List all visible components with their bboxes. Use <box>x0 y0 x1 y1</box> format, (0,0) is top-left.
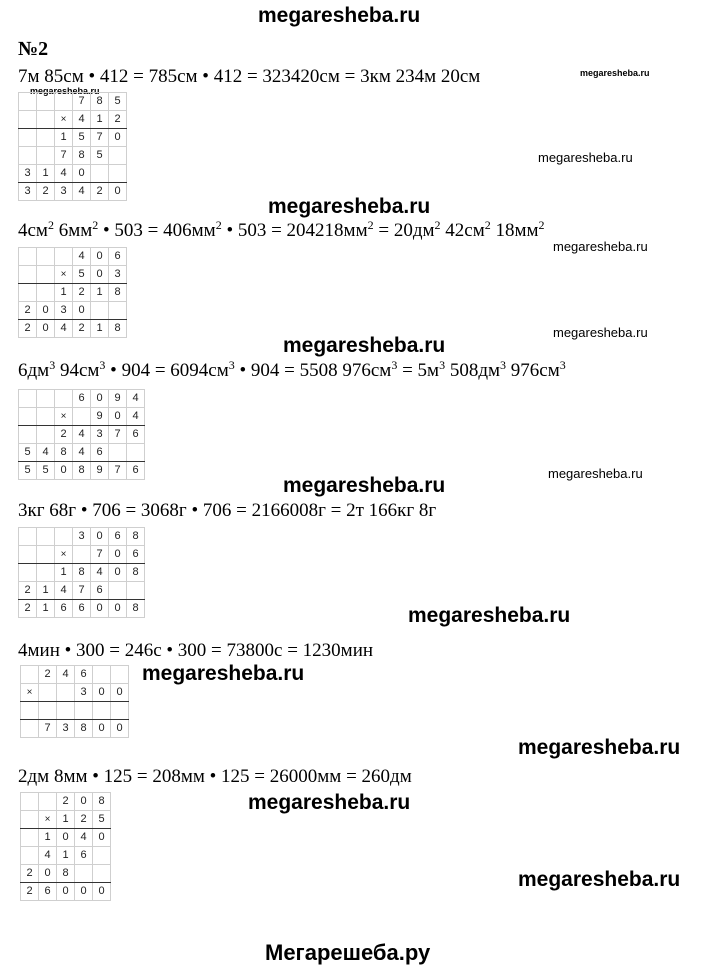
grid-row <box>21 865 111 883</box>
digit-cell <box>19 111 37 129</box>
digit-cell <box>39 793 57 811</box>
digit-cell: 0 <box>109 600 127 618</box>
digit-cell <box>19 147 37 165</box>
digit-cell: 2 <box>91 183 109 201</box>
digit-cell: 6 <box>75 666 93 684</box>
digit-cell: 3 <box>73 528 91 546</box>
digit-cell <box>109 165 127 183</box>
digit-cell: 1 <box>57 811 75 829</box>
digit-cell: 4 <box>73 183 91 201</box>
digit-cell <box>19 564 37 582</box>
grid-row <box>19 183 127 201</box>
digit-cell <box>37 528 55 546</box>
digit-cell: 6 <box>73 390 91 408</box>
digit-cell <box>21 847 39 865</box>
digit-cell: 6 <box>75 847 93 865</box>
grid-row <box>21 847 111 865</box>
digit-cell: 0 <box>93 720 111 738</box>
digit-cell: 3 <box>75 684 93 702</box>
digit-cell: 2 <box>57 793 75 811</box>
digit-cell <box>19 284 37 302</box>
equation-segment: 976см <box>506 360 560 381</box>
grid-row <box>19 444 145 462</box>
digit-cell: 6 <box>91 582 109 600</box>
exponent: 3 <box>391 358 398 372</box>
digit-cell: 0 <box>91 390 109 408</box>
exponent: 2 <box>434 218 441 232</box>
digit-cell: 1 <box>91 320 109 338</box>
exponent: 3 <box>99 358 106 372</box>
digit-cell: 4 <box>73 111 91 129</box>
digit-cell <box>75 702 93 720</box>
digit-cell <box>37 408 55 426</box>
equation-segment: • 503 = 406мм <box>98 220 216 241</box>
equation-segment: • 904 = 5508 976см <box>234 360 392 381</box>
digit-cell <box>19 93 37 111</box>
digit-cell: 2 <box>19 320 37 338</box>
digit-cell: 2 <box>75 811 93 829</box>
digit-cell: 8 <box>127 600 145 618</box>
digit-cell: 6 <box>73 600 91 618</box>
equation-segment: 18мм <box>490 220 539 241</box>
digit-cell <box>21 702 39 720</box>
digit-cell: 7 <box>91 546 109 564</box>
calc-grid-6 <box>20 792 111 901</box>
digit-cell: 2 <box>109 111 127 129</box>
digit-cell: 6 <box>91 444 109 462</box>
digit-cell <box>111 666 129 684</box>
digit-cell: 1 <box>37 600 55 618</box>
digit-cell <box>109 582 127 600</box>
grid-row <box>21 720 129 738</box>
digit-cell <box>73 408 91 426</box>
digit-cell: 0 <box>109 183 127 201</box>
digit-cell <box>19 426 37 444</box>
grid-row <box>21 666 129 684</box>
digit-cell: 2 <box>19 582 37 600</box>
digit-cell: 0 <box>93 684 111 702</box>
digit-cell <box>19 248 37 266</box>
digit-cell <box>19 408 37 426</box>
equation-4: 3кг 68г • 706 = 3068г • 706 = 2166008г = 2т 166кг 8г <box>18 500 437 521</box>
grid-row <box>19 582 145 600</box>
equation-segment: = 5м <box>397 360 440 381</box>
digit-cell: 4 <box>127 408 145 426</box>
digit-cell <box>37 390 55 408</box>
watermark-small: megaresheba.ru <box>553 325 648 340</box>
grid-row <box>19 147 127 165</box>
grid-row <box>19 408 145 426</box>
digit-cell: 0 <box>57 829 75 847</box>
grid-row <box>19 93 127 111</box>
digit-cell: 0 <box>109 129 127 147</box>
watermark-large: megaresheba.ru <box>518 736 681 759</box>
digit-cell: 0 <box>73 165 91 183</box>
watermark-small: megaresheba.ru <box>548 466 643 481</box>
digit-cell: 8 <box>57 865 75 883</box>
digit-cell: 4 <box>91 564 109 582</box>
digit-cell <box>19 266 37 284</box>
digit-cell <box>109 444 127 462</box>
watermark-large: megaresheba.ru <box>283 334 446 357</box>
multiply-sign: × <box>21 684 39 702</box>
digit-cell: 9 <box>91 408 109 426</box>
grid-row <box>21 829 111 847</box>
digit-cell <box>111 702 129 720</box>
digit-cell: 1 <box>39 829 57 847</box>
digit-cell: 5 <box>19 444 37 462</box>
digit-cell <box>39 702 57 720</box>
grid-row <box>19 426 145 444</box>
equation-segment: = 20дм <box>373 220 435 241</box>
digit-cell: 3 <box>55 302 73 320</box>
digit-cell: 4 <box>55 582 73 600</box>
digit-cell: 1 <box>55 564 73 582</box>
digit-cell: 4 <box>73 426 91 444</box>
digit-cell: 0 <box>37 320 55 338</box>
grid-row <box>21 793 111 811</box>
digit-cell: 9 <box>91 462 109 480</box>
digit-cell: 1 <box>37 582 55 600</box>
calc-grid-3 <box>18 389 145 480</box>
digit-cell: 6 <box>127 426 145 444</box>
digit-cell: 0 <box>55 462 73 480</box>
digit-cell: 2 <box>37 183 55 201</box>
digit-cell: 0 <box>37 302 55 320</box>
digit-cell: 5 <box>109 93 127 111</box>
exponent: 2 <box>538 218 545 232</box>
digit-cell: 4 <box>55 320 73 338</box>
footer-brand: Мегарешеба.ру <box>265 940 431 965</box>
exponent: 2 <box>92 218 99 232</box>
digit-cell <box>21 666 39 684</box>
digit-cell <box>21 793 39 811</box>
digit-cell: 2 <box>21 865 39 883</box>
digit-cell: 0 <box>109 408 127 426</box>
grid-row <box>19 528 145 546</box>
digit-cell: 8 <box>73 147 91 165</box>
digit-cell <box>37 426 55 444</box>
grid-row <box>21 811 111 829</box>
grid-row <box>19 320 127 338</box>
exponent: 3 <box>49 358 56 372</box>
digit-cell: 7 <box>39 720 57 738</box>
digit-cell <box>37 93 55 111</box>
digit-cell <box>55 93 73 111</box>
digit-cell <box>37 546 55 564</box>
calc-grid-1 <box>18 92 127 201</box>
digit-cell: 8 <box>93 793 111 811</box>
grid-row <box>19 111 127 129</box>
digit-cell: 1 <box>57 847 75 865</box>
digit-cell: 2 <box>73 284 91 302</box>
digit-cell: 5 <box>37 462 55 480</box>
digit-cell: 3 <box>55 183 73 201</box>
digit-cell <box>93 666 111 684</box>
digit-cell: 0 <box>109 564 127 582</box>
calc-grid-2 <box>18 247 127 338</box>
exponent: 2 <box>47 218 54 232</box>
digit-cell: 1 <box>91 111 109 129</box>
equation-segment: • 503 = 204218мм <box>221 220 368 241</box>
digit-cell: 5 <box>73 266 91 284</box>
digit-cell <box>55 528 73 546</box>
multiply-sign: × <box>55 546 73 564</box>
watermark-small: megaresheba.ru <box>580 68 650 78</box>
digit-cell: 2 <box>21 883 39 901</box>
digit-cell: 2 <box>39 666 57 684</box>
digit-cell <box>109 302 127 320</box>
digit-cell: 7 <box>55 147 73 165</box>
exponent: 2 <box>215 218 222 232</box>
equation-6: 2дм 8мм • 125 = 208мм • 125 = 26000мм = 260дм <box>18 766 412 787</box>
digit-cell: 0 <box>73 302 91 320</box>
watermark-small: megaresheba.ru <box>553 239 648 254</box>
grid-row <box>21 684 129 702</box>
digit-cell: 4 <box>39 847 57 865</box>
exponent: 2 <box>367 218 374 232</box>
digit-cell <box>19 528 37 546</box>
grid-row <box>19 165 127 183</box>
digit-cell: 0 <box>111 720 129 738</box>
digit-cell: 0 <box>111 684 129 702</box>
digit-cell <box>93 702 111 720</box>
digit-cell: 8 <box>109 284 127 302</box>
calc-grid-4 <box>18 527 145 618</box>
digit-cell: 1 <box>55 129 73 147</box>
equation-5: 4мин • 300 = 246с • 300 = 73800с = 1230мин <box>18 640 374 661</box>
digit-cell: 4 <box>127 390 145 408</box>
grid-row <box>21 883 111 901</box>
digit-cell <box>109 147 127 165</box>
site-header: megaresheba.ru <box>258 4 421 27</box>
digit-cell: 2 <box>73 320 91 338</box>
digit-cell: 8 <box>91 93 109 111</box>
exponent: 2 <box>484 218 491 232</box>
equation-1: 7м 85см • 412 = 785см • 412 = 323420см = 3км 234м 20см <box>18 66 481 87</box>
digit-cell <box>21 720 39 738</box>
digit-cell <box>127 444 145 462</box>
digit-cell: 5 <box>19 462 37 480</box>
digit-cell: 5 <box>73 129 91 147</box>
digit-cell: 4 <box>55 165 73 183</box>
digit-cell: 8 <box>75 720 93 738</box>
calc-grid-5 <box>20 665 129 738</box>
equation-segment: 4см <box>18 220 48 241</box>
digit-cell <box>91 302 109 320</box>
equation-segment: • 904 = 6094см <box>105 360 229 381</box>
digit-cell <box>39 684 57 702</box>
digit-cell: 3 <box>19 165 37 183</box>
digit-cell: 6 <box>127 462 145 480</box>
digit-cell <box>37 284 55 302</box>
task-number: №2 <box>18 38 49 60</box>
equation-segment: 94см <box>55 360 100 381</box>
grid-row <box>19 284 127 302</box>
digit-cell: 0 <box>93 829 111 847</box>
grid-row <box>21 702 129 720</box>
digit-cell: 2 <box>19 302 37 320</box>
digit-cell: 6 <box>55 600 73 618</box>
digit-cell: 8 <box>109 320 127 338</box>
grid-row <box>19 546 145 564</box>
equation-segment: 6дм <box>18 360 50 381</box>
digit-cell: 4 <box>73 444 91 462</box>
digit-cell: 4 <box>73 248 91 266</box>
digit-cell: 6 <box>39 883 57 901</box>
digit-cell: 2 <box>19 600 37 618</box>
exponent: 3 <box>228 358 235 372</box>
digit-cell: 3 <box>91 426 109 444</box>
digit-cell: 2 <box>55 426 73 444</box>
digit-cell <box>19 129 37 147</box>
digit-cell: 8 <box>127 528 145 546</box>
exponent: 3 <box>439 358 446 372</box>
digit-cell: 7 <box>73 93 91 111</box>
digit-cell <box>73 546 91 564</box>
digit-cell: 0 <box>39 865 57 883</box>
digit-cell: 0 <box>91 600 109 618</box>
digit-cell: 4 <box>75 829 93 847</box>
digit-cell <box>19 390 37 408</box>
digit-cell <box>37 147 55 165</box>
grid-row <box>19 302 127 320</box>
digit-cell <box>93 865 111 883</box>
digit-cell: 8 <box>127 564 145 582</box>
watermark-small: megaresheba.ru <box>538 150 633 165</box>
digit-cell: 0 <box>91 528 109 546</box>
watermark-large: megaresheba.ru <box>268 195 431 218</box>
digit-cell: 0 <box>93 883 111 901</box>
multiply-sign: × <box>55 111 73 129</box>
digit-cell: 1 <box>91 284 109 302</box>
grid-row <box>19 462 145 480</box>
digit-cell <box>55 390 73 408</box>
digit-cell: 4 <box>37 444 55 462</box>
equation-2 <box>18 220 545 242</box>
grid-row <box>19 129 127 147</box>
equation-segment: 42см <box>440 220 485 241</box>
digit-cell <box>57 684 75 702</box>
equation-segment: 508дм <box>445 360 501 381</box>
digit-cell: 4 <box>57 666 75 684</box>
digit-cell <box>37 248 55 266</box>
digit-cell: 3 <box>109 266 127 284</box>
digit-cell: 0 <box>75 883 93 901</box>
digit-cell <box>19 546 37 564</box>
digit-cell <box>37 564 55 582</box>
digit-cell <box>57 702 75 720</box>
equation-segment: 6мм <box>53 220 93 241</box>
digit-cell: 7 <box>91 129 109 147</box>
grid-row <box>19 248 127 266</box>
digit-cell <box>55 248 73 266</box>
grid-row <box>19 390 145 408</box>
digit-cell <box>93 847 111 865</box>
digit-cell <box>127 582 145 600</box>
grid-row <box>19 564 145 582</box>
digit-cell <box>37 266 55 284</box>
multiply-sign: × <box>55 408 73 426</box>
digit-cell: 7 <box>73 582 91 600</box>
digit-cell <box>75 865 93 883</box>
digit-cell: 6 <box>127 546 145 564</box>
digit-cell: 1 <box>37 165 55 183</box>
digit-cell: 0 <box>75 793 93 811</box>
digit-cell: 3 <box>19 183 37 201</box>
digit-cell: 8 <box>73 564 91 582</box>
digit-cell: 0 <box>91 248 109 266</box>
digit-cell: 8 <box>73 462 91 480</box>
digit-cell <box>37 129 55 147</box>
watermark-large: megaresheba.ru <box>283 474 446 497</box>
digit-cell: 6 <box>109 248 127 266</box>
grid-row <box>19 266 127 284</box>
grid-row <box>19 600 145 618</box>
watermark-large: megaresheba.ru <box>142 662 305 685</box>
exponent: 3 <box>500 358 507 372</box>
watermark-large: megaresheba.ru <box>518 868 681 891</box>
watermark-large: megaresheba.ru <box>248 791 411 814</box>
digit-cell: 3 <box>57 720 75 738</box>
digit-cell <box>21 811 39 829</box>
digit-cell: 7 <box>109 462 127 480</box>
digit-cell: 5 <box>91 147 109 165</box>
equation-3 <box>18 360 566 382</box>
digit-cell: 7 <box>109 426 127 444</box>
digit-cell: 0 <box>91 266 109 284</box>
multiply-sign: × <box>55 266 73 284</box>
digit-cell: 1 <box>55 284 73 302</box>
digit-cell <box>91 165 109 183</box>
exponent: 3 <box>559 358 566 372</box>
digit-cell: 6 <box>109 528 127 546</box>
digit-cell <box>21 829 39 847</box>
digit-cell <box>37 111 55 129</box>
digit-cell: 9 <box>109 390 127 408</box>
multiply-sign: × <box>39 811 57 829</box>
watermark-small: megaresheba.ru <box>30 86 100 96</box>
watermark-large: megaresheba.ru <box>408 604 571 627</box>
digit-cell: 8 <box>55 444 73 462</box>
digit-cell: 5 <box>93 811 111 829</box>
digit-cell: 0 <box>109 546 127 564</box>
digit-cell: 0 <box>57 883 75 901</box>
